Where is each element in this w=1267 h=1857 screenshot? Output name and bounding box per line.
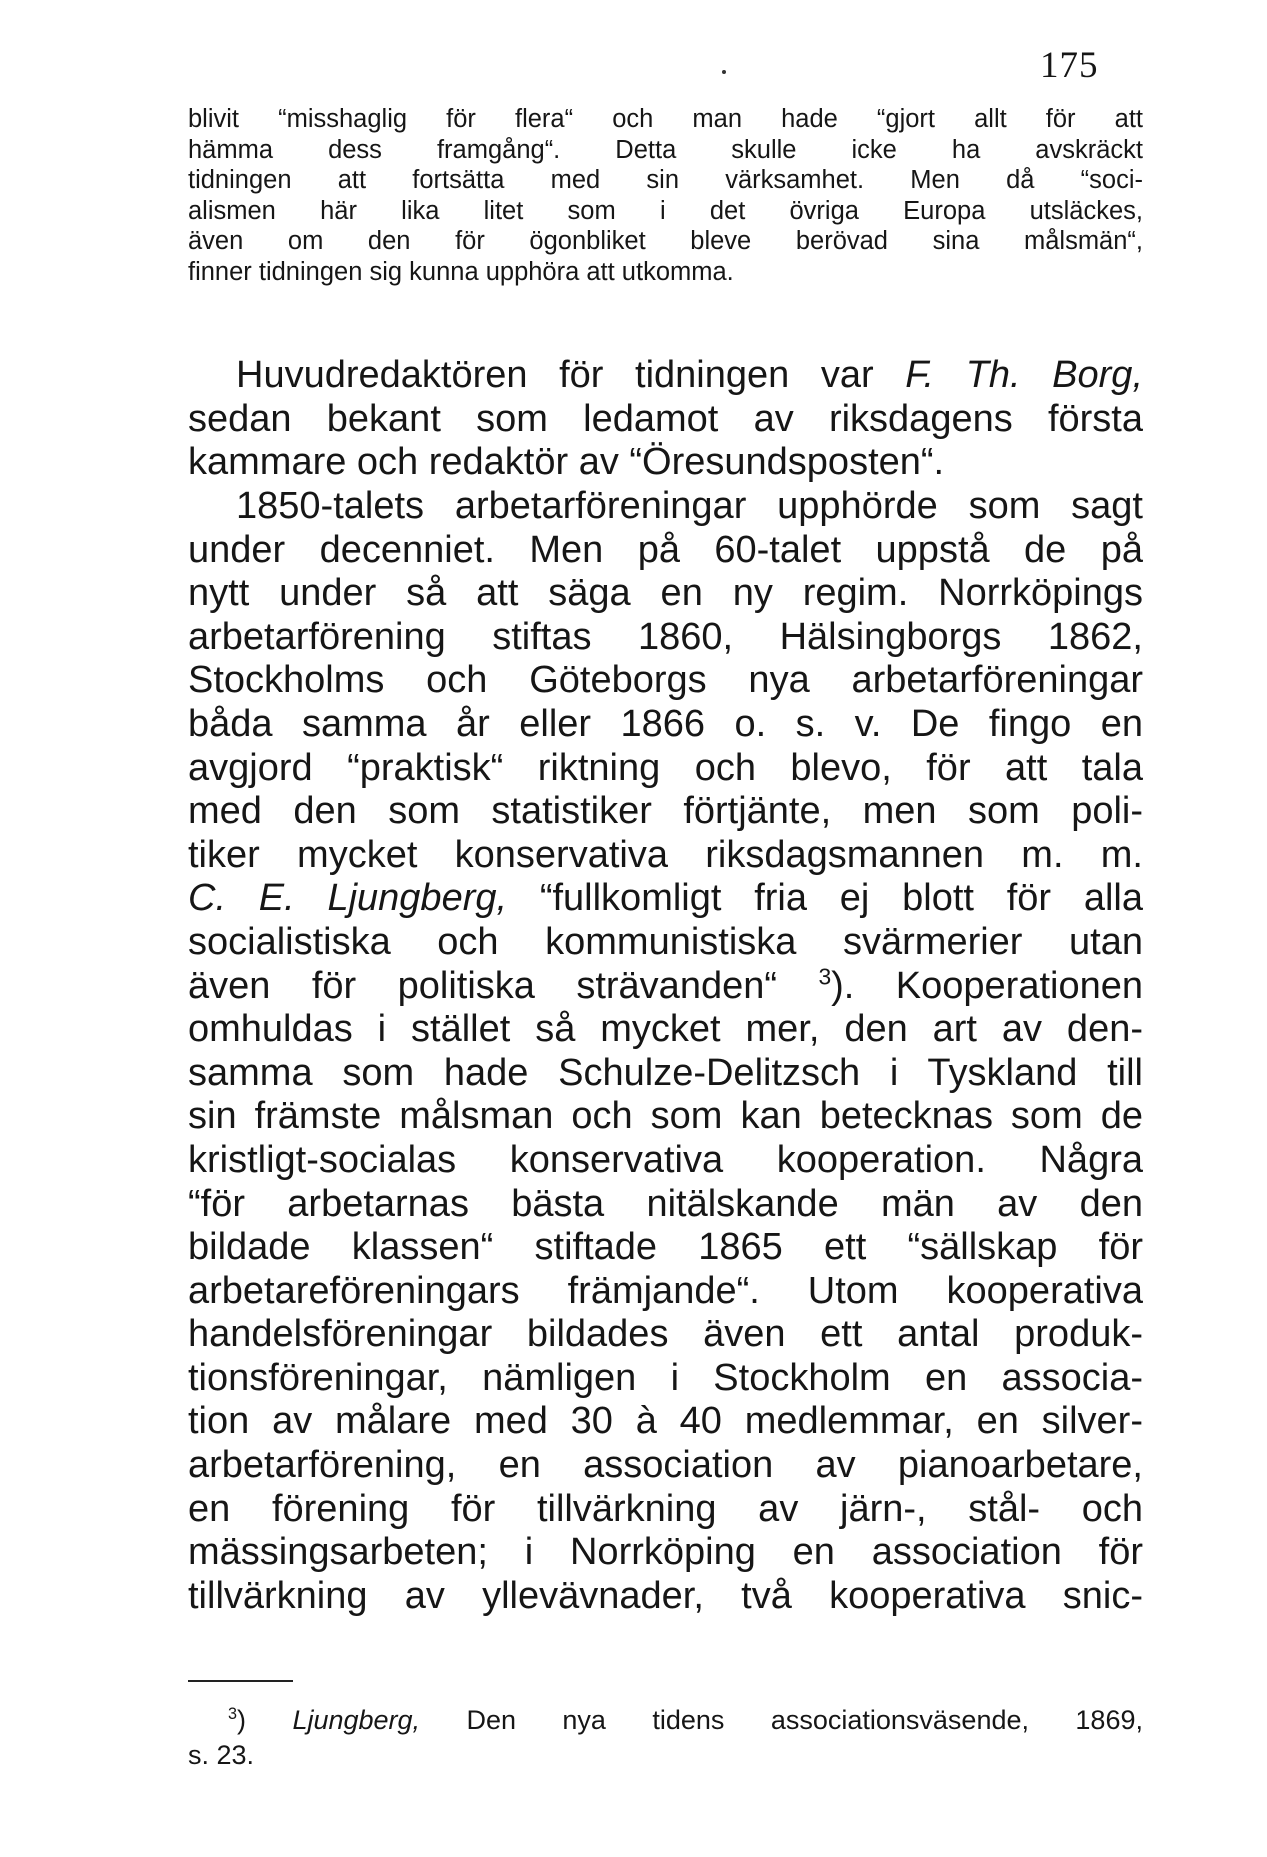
text-line: arbetarförening, en association av pianoarbetare, bbox=[188, 1444, 1143, 1487]
text-line: tionsföreningar, nämligen i Stockholm en associa- bbox=[188, 1356, 1143, 1399]
text-line: avgjord “praktisk“ riktning och blevo, för att tala bbox=[188, 746, 1143, 789]
text-line: C. E. Ljungberg, “fullkomligt fria ej blott för alla bbox=[188, 877, 1143, 920]
text-line: alismen här lika litet som i det övriga Europa utsläckes, bbox=[188, 196, 1143, 225]
text-line: s. 23. bbox=[188, 1740, 255, 1770]
footnote bbox=[188, 1703, 1143, 1773]
page-number: 175 bbox=[1040, 45, 1099, 86]
text-line: bildade klassen“ stiftade 1865 ett “sällskap för bbox=[188, 1226, 1143, 1269]
text-line: med den som statistiker förtjänte, men som poli- bbox=[188, 790, 1143, 833]
text-line: arbetarförening stiftas 1860, Hälsingborgs 1862, bbox=[188, 615, 1143, 658]
text-line: nytt under så att säga en ny regim. Norrköpings bbox=[188, 572, 1143, 615]
footnote-author: Ljungberg, bbox=[292, 1705, 421, 1735]
text-line: tillvärkning av yllevävnader, två kooperativa snic- bbox=[188, 1574, 1143, 1617]
text-line: sin främste målsman och som kan betecknas som de bbox=[188, 1095, 1143, 1138]
text-line: kammare och redaktör av “Öresundsposten“. bbox=[188, 441, 945, 484]
text-line: Huvudredaktören för tidningen var F. Th. Borg, bbox=[236, 354, 1144, 396]
text-line: en förening för tillvärkning av järn-, stål- och bbox=[188, 1487, 1143, 1530]
text-line: Stockholms och Göteborgs nya arbetarföreningar bbox=[188, 659, 1143, 702]
text-line: handelsföreningar bildades även ett antal produk- bbox=[188, 1313, 1143, 1356]
text-line: tidningen att fortsätta med sin värksamhet. Men då “soci- bbox=[188, 166, 1143, 194]
text-line: båda samma år eller 1866 o. s. v. De fingo en bbox=[188, 702, 1143, 745]
text-line: även om den för ögonbliket bleve berövad sina målsmän“, bbox=[188, 227, 1143, 255]
text-line: omhuldas i stället så mycket mer, den art av den- bbox=[188, 1008, 1143, 1051]
intro-text bbox=[188, 104, 1143, 287]
footnote-marker: 3 bbox=[228, 1705, 238, 1723]
text-line: socialistiska och kommunistiska svärmerier utan bbox=[188, 920, 1143, 963]
text-line: finner tidningen sig kunna upphöra att utkomma. bbox=[188, 257, 734, 286]
footnote-reference[interactable]: 3 bbox=[818, 962, 832, 989]
text-line: samma som hade Schulze-Delitzsch i Tyskland till bbox=[188, 1051, 1143, 1094]
text-line: tion av målare med 30 à 40 medlemmar, en silver- bbox=[188, 1400, 1143, 1443]
paragraph-2 bbox=[188, 485, 1143, 1618]
text-line: “för arbetarnas bästa nitälskande män av den bbox=[188, 1182, 1143, 1225]
text-line: sedan bekant som ledamot av riksdagens första bbox=[188, 397, 1143, 440]
text-line: blivit “misshaglig för flera“ och man hade “gjort allt för att bbox=[188, 105, 1143, 133]
text-line: även för politiska strävanden“ $^3$). Kooperationen bbox=[188, 962, 1143, 1007]
editor-name: F. Th. Borg, bbox=[905, 354, 1144, 396]
text-line: mässingsarbeten; i Norrköping en association för bbox=[188, 1531, 1143, 1574]
footnote-divider bbox=[188, 1680, 293, 1682]
print-speck bbox=[722, 70, 726, 74]
text-line: $^3$) Ljungberg, Den nya tidens associationsväsende, 1869, bbox=[228, 1705, 1143, 1735]
text-line: 1850-talets arbetarföreningar upphörde som sagt bbox=[236, 485, 1143, 527]
text-line: tiker mycket konservativa riksdagsmannen m. m. bbox=[188, 833, 1143, 876]
text-line: kristligt-socialas konservativa kooperation. Några bbox=[188, 1138, 1143, 1181]
text-line: hämma dess framgång“. Detta skulle icke ha avskräckt bbox=[188, 135, 1143, 164]
text-line: under decenniet. Men på 60-talet uppstå de på bbox=[188, 528, 1143, 571]
text-line: arbetareföreningars främjande“. Utom kooperativa bbox=[188, 1269, 1143, 1312]
person-name: C. E. Ljungberg, bbox=[188, 877, 508, 920]
paragraph-1 bbox=[188, 354, 1143, 485]
